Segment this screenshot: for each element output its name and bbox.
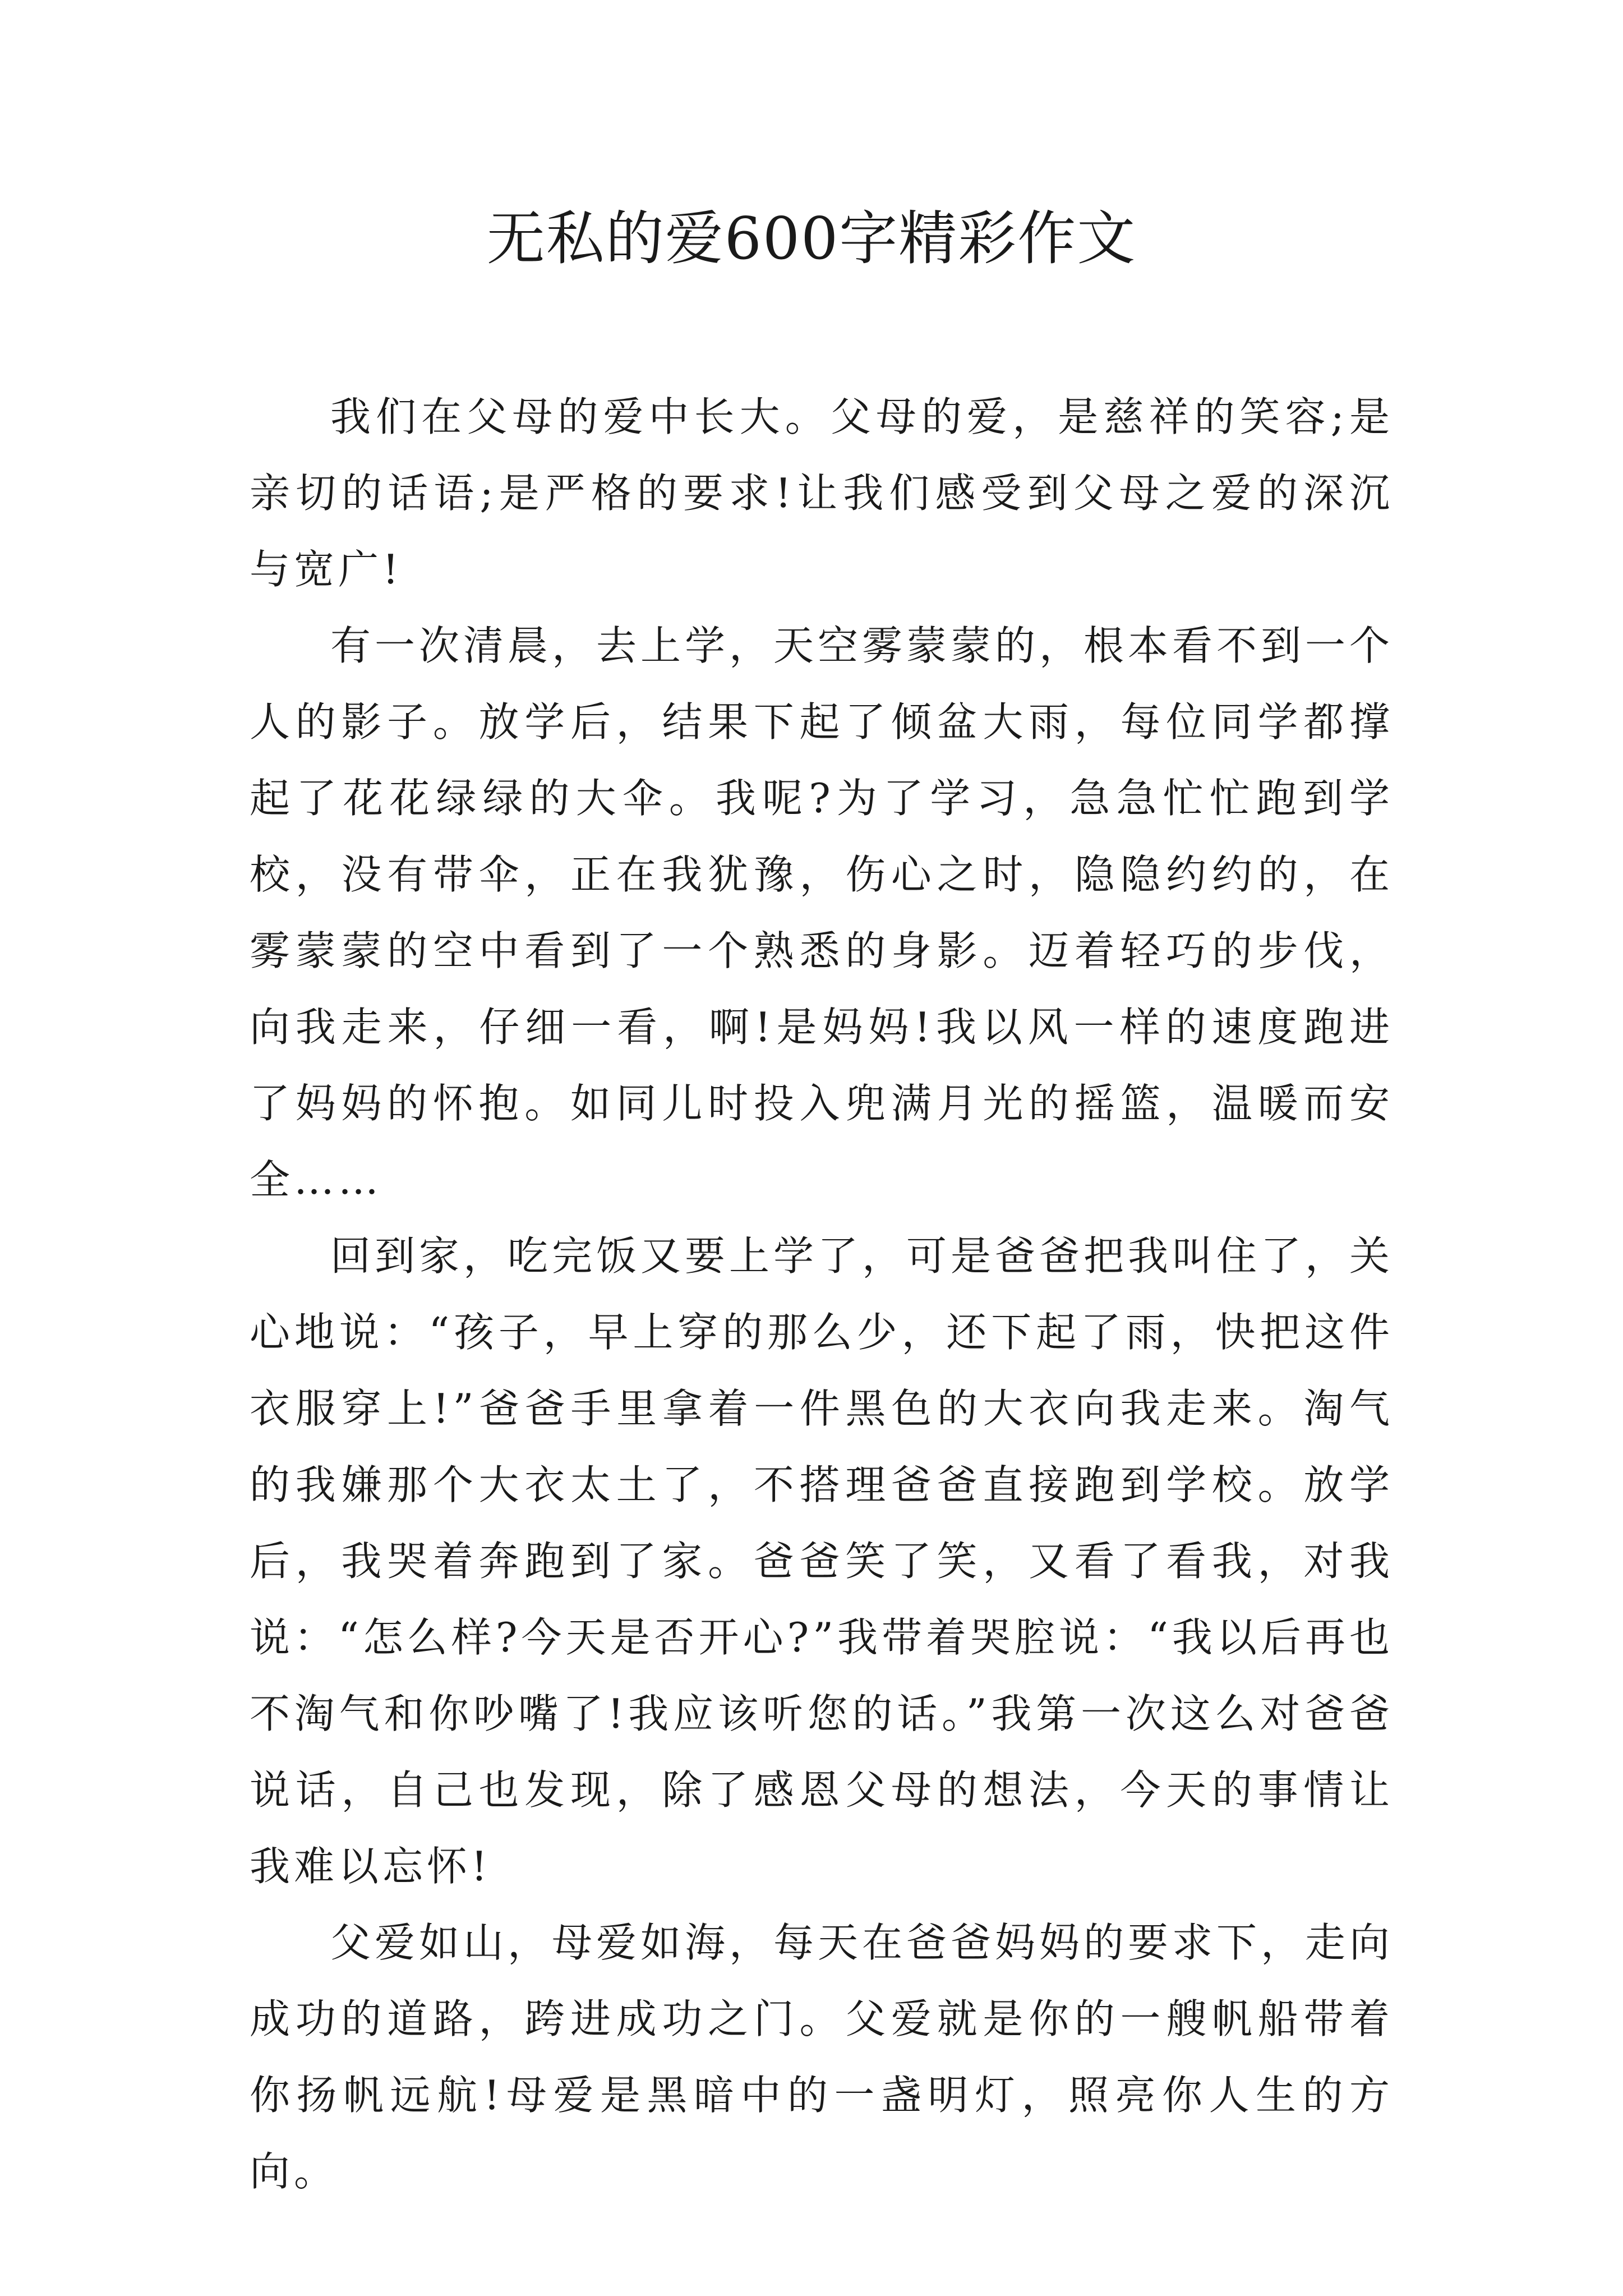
paragraph-1: 我们在父母的爱中长大。父母的爱，是慈祥的笑容;是亲切的话语;是严格的要求!让我们感受到父母之爱的深沉与宽广!	[250, 393, 1394, 593]
document-title: 无私的爱600字精彩作文	[486, 204, 1137, 273]
paragraph-2: 有一次清晨，去上学，天空雾蒙蒙的，根本看不到一个人的影子。放学后，结果下起了倾盆大雨，每位同学都撑起了花花绿绿的大伞。我呢?为了学习，急急忙忙跑到学校，没有带伞，正在我犹豫，伤心之时，隐隐约约的，在雾蒙蒙的空中看到了一个熟悉的身影。迈着轻巧的步伐，向我走来，仔细一看，啊!是妈妈!我以风一样的速度跑进了妈妈的怀抱。如同儿时投入兜满月光的摇篮，温暖而安全……	[250, 622, 1394, 1203]
paragraph-4: 父爱如山，母爱如海，每天在爸爸妈妈的要求下，走向成功的道路，跨进成功之门。父爱就是你的一艘帆船带着你扬帆远航!母爱是黑暗中的一盏明灯，照亮你人生的方向。	[250, 1919, 1394, 2195]
paragraph-3: 回到家，吃完饭又要上学了，可是爸爸把我叫住了，关心地说：“孩子，早上穿的那么少，还下起了雨，快把这件衣服穿上!”爸爸手里拿着一件黑色的大衣向我走来。淘气的我嫌那个大衣太土了，不搭理爸爸直接跑到学校。放学后，我哭着奔跑到了家。爸爸笑了笑，又看了看我，对我说：“怎么样?今天是否开心?”我带着哭腔说：“我以后再也不淘气和你吵嘴了!我应该听您的话。”我第一次这么对爸爸说话，自己也发现，除了感恩父母的想法，今天的事情让我难以忘怀!	[250, 1232, 1394, 1890]
essay-body	[250, 379, 1394, 2210]
